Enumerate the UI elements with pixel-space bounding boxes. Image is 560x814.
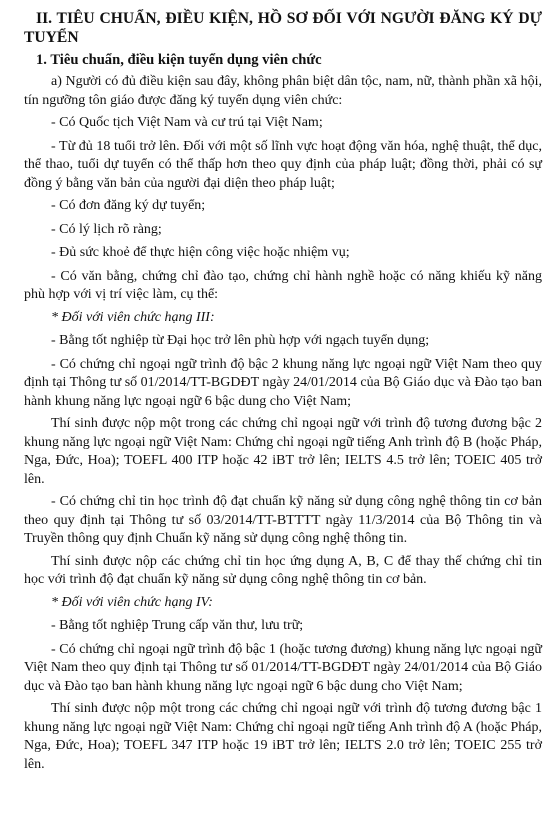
subsection-heading: 1. Tiêu chuẩn, điều kiện tuyển dụng viên chức xyxy=(36,52,322,68)
paragraph-grade-iii-language-equivalents: Thí sinh được nộp một trong các chứng chỉ ngoại ngữ với trình độ tương đương bậc 2 khung năng lực ngoại ngữ Việt Nam: Chứng chỉ ngoại ngữ tiếng Anh trình độ B (hoặc Pháp, Nga, Đức, Hoa); TOEFL 400 ITP hoặc 42 iBT trở lên; IELTS 4.5 trở lên; TOEIC 405 trở lên. xyxy=(24,416,542,487)
paragraph-grade-iv-degree: - Bằng tốt nghiệp Trung cấp văn thư, lưu trữ; xyxy=(51,618,304,633)
paragraph-grade-iv-language-equivalents: Thí sinh được nộp một trong các chứng chỉ ngoại ngữ với trình độ tương đương bậc 1 khung năng lực ngoại ngữ Việt Nam: Chứng chỉ ngoại ngữ tiếng Anh trình độ A (hoặc Pháp, Nga, Đức, Hoa); TOEFL 347 ITP hoặc 19 iBT trở lên; IELTS 2.0 trở lên; TOEIC 255 trở lên. xyxy=(24,701,542,772)
paragraph-grade-iii-it-equivalents: Thí sinh được nộp các chứng chỉ tin học ứng dụng A, B, C để thay thế chứng chỉ tin học với trình độ đạt chuẩn kỹ năng sử dụng công nghệ thông tin cơ bản. xyxy=(24,553,542,587)
paragraph-nationality: - Có Quốc tịch Việt Nam và cư trú tại Việt Nam; xyxy=(51,115,323,130)
paragraph-health: - Đủ sức khoẻ để thực hiện công việc hoặc nhiệm vụ; xyxy=(51,245,350,260)
paragraph-grade-iii-heading: * Đối với viên chức hạng III: xyxy=(51,309,215,325)
paragraph-qualifications: - Có văn bằng, chứng chỉ đào tạo, chứng chỉ hành nghề hoặc có năng khiếu kỹ năng phù hợp với vị trí việc làm, cụ thể: xyxy=(24,268,542,302)
section-heading: II. TIÊU CHUẨN, ĐIỀU KIỆN, HỒ SƠ ĐỐI VỚI NGƯỜI ĐĂNG KÝ DỰ TUYỂN xyxy=(24,10,542,46)
paragraph-background: - Có lý lịch rõ ràng; xyxy=(51,221,162,237)
paragraph-application-form: - Có đơn đăng ký dự tuyển; xyxy=(51,198,206,213)
paragraph-grade-iii-degree: - Bằng tốt nghiệp từ Đại học trở lên phù hợp với ngạch tuyển dụng; xyxy=(51,333,430,348)
paragraph-grade-iii-language: - Có chứng chỉ ngoại ngữ trình độ bậc 2 khung năng lực ngoại ngữ Việt Nam theo quy định tại Thông tư số 01/2014/TT-BGDĐT ngày 24/01/2014 của Bộ Giáo dục và Đào tạo ban hành khung năng lực ngoại ngữ 6 bậc dung cho Việt Nam; xyxy=(24,356,542,409)
paragraph-grade-iv-heading: * Đối với viên chức hạng IV: xyxy=(51,594,213,610)
paragraph-eligibility-intro: a) Người có đủ điều kiện sau đây, không phân biệt dân tộc, nam, nữ, thành phần xã hội, tín ngưỡng tôn giáo được đăng ký tuyển dụng viên chức: xyxy=(24,74,542,108)
paragraph-grade-iv-language: - Có chứng chỉ ngoại ngữ trình độ bậc 1 (hoặc tương đương) khung năng lực ngoại ngữ Việt Nam theo quy định tại Thông tư số 01/2014/TT-BGDĐT ngày 24/01/2014 của Bộ Giáo dục và Đào tạo ban hành khung năng lực ngoại ngữ 6 bậc dung cho Việt Nam; xyxy=(24,641,542,694)
paragraph-grade-iii-it: - Có chứng chỉ tin học trình độ đạt chuẩn kỹ năng sử dụng công nghệ thông tin cơ bản theo quy định tại Thông tư số 03/2014/TT-BTTTT ngày 11/3/2014 của Bộ Thông tin và Truyền thông quy định Chuẩn kỹ năng sử dụng công nghệ thông tin. xyxy=(24,494,542,546)
paragraph-age: - Từ đủ 18 tuổi trở lên. Đối với một số lĩnh vực hoạt động văn hóa, nghệ thuật, thể dục, thể thao, tuổi dự tuyển có thể thấp hơn theo quy định của pháp luật; đồng thời, phải có sự đồng ý bằng văn bản của người đại diện theo pháp luật; xyxy=(24,138,542,191)
